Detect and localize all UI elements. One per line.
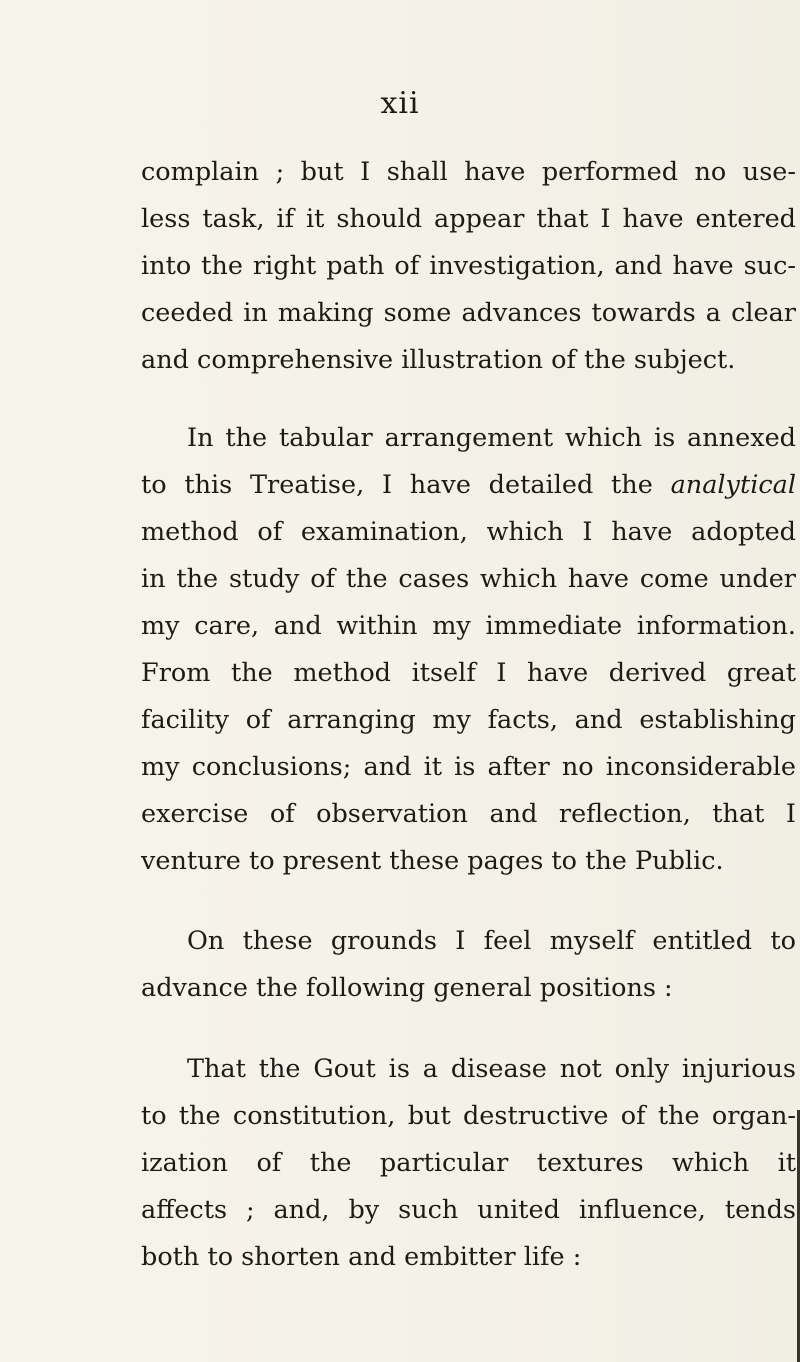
- paragraph-2-line-2-text: to this Treatise, I have detailed the: [141, 470, 653, 500]
- italic-term-analytical: analytical: [670, 470, 796, 500]
- page-number: xii: [380, 86, 420, 121]
- paragraph-4-line-3: ization of the particular textures which it: [141, 1148, 796, 1178]
- paragraph-2-line-3: method of examination, which I have adopted: [141, 517, 796, 547]
- paragraph-2-line-5: my care, and within my immediate information.: [141, 611, 796, 641]
- paragraph-2-line-10: venture to present these pages to the Public.: [141, 846, 724, 876]
- paragraph-2-line-1: In the tabular arrangement which is annexed: [187, 423, 796, 453]
- paragraph-4-line-2: to the constitution, but destructive of the organ-: [141, 1101, 796, 1131]
- paragraph-4-line-4: affects ; and, by such united influence, tends: [141, 1195, 796, 1225]
- paragraph-2-line-9: exercise of observation and reflection, that I: [141, 799, 796, 829]
- paragraph-1-line-3: into the right path of investigation, and have suc-: [141, 251, 796, 281]
- paragraph-1-line-1: complain ; but I shall have performed no use-: [141, 157, 796, 187]
- paragraph-4-line-1: That the Gout is a disease not only injurious: [187, 1054, 796, 1084]
- paragraph-2-line-7: facility of arranging my facts, and establishing: [141, 705, 796, 735]
- paragraph-2-line-4: in the study of the cases which have come under: [141, 564, 796, 594]
- paragraph-3-line-1: On these grounds I feel myself entitled to: [187, 926, 796, 956]
- paragraph-1-line-4: ceeded in making some advances towards a clear: [141, 298, 796, 328]
- paragraph-2-line-6: From the method itself I have derived great: [141, 658, 796, 688]
- paragraph-2-line-8: my conclusions; and it is after no inconsiderable: [141, 752, 796, 782]
- paragraph-2-line-2: [141, 469, 796, 501]
- paragraph-1-line-2: less task, if it should appear that I have entered: [141, 204, 796, 234]
- paragraph-3-line-2: advance the following general positions :: [141, 973, 673, 1003]
- paragraph-1-line-5: and comprehensive illustration of the subject.: [141, 345, 736, 375]
- paragraph-4-line-5: both to shorten and embitter life :: [141, 1242, 582, 1272]
